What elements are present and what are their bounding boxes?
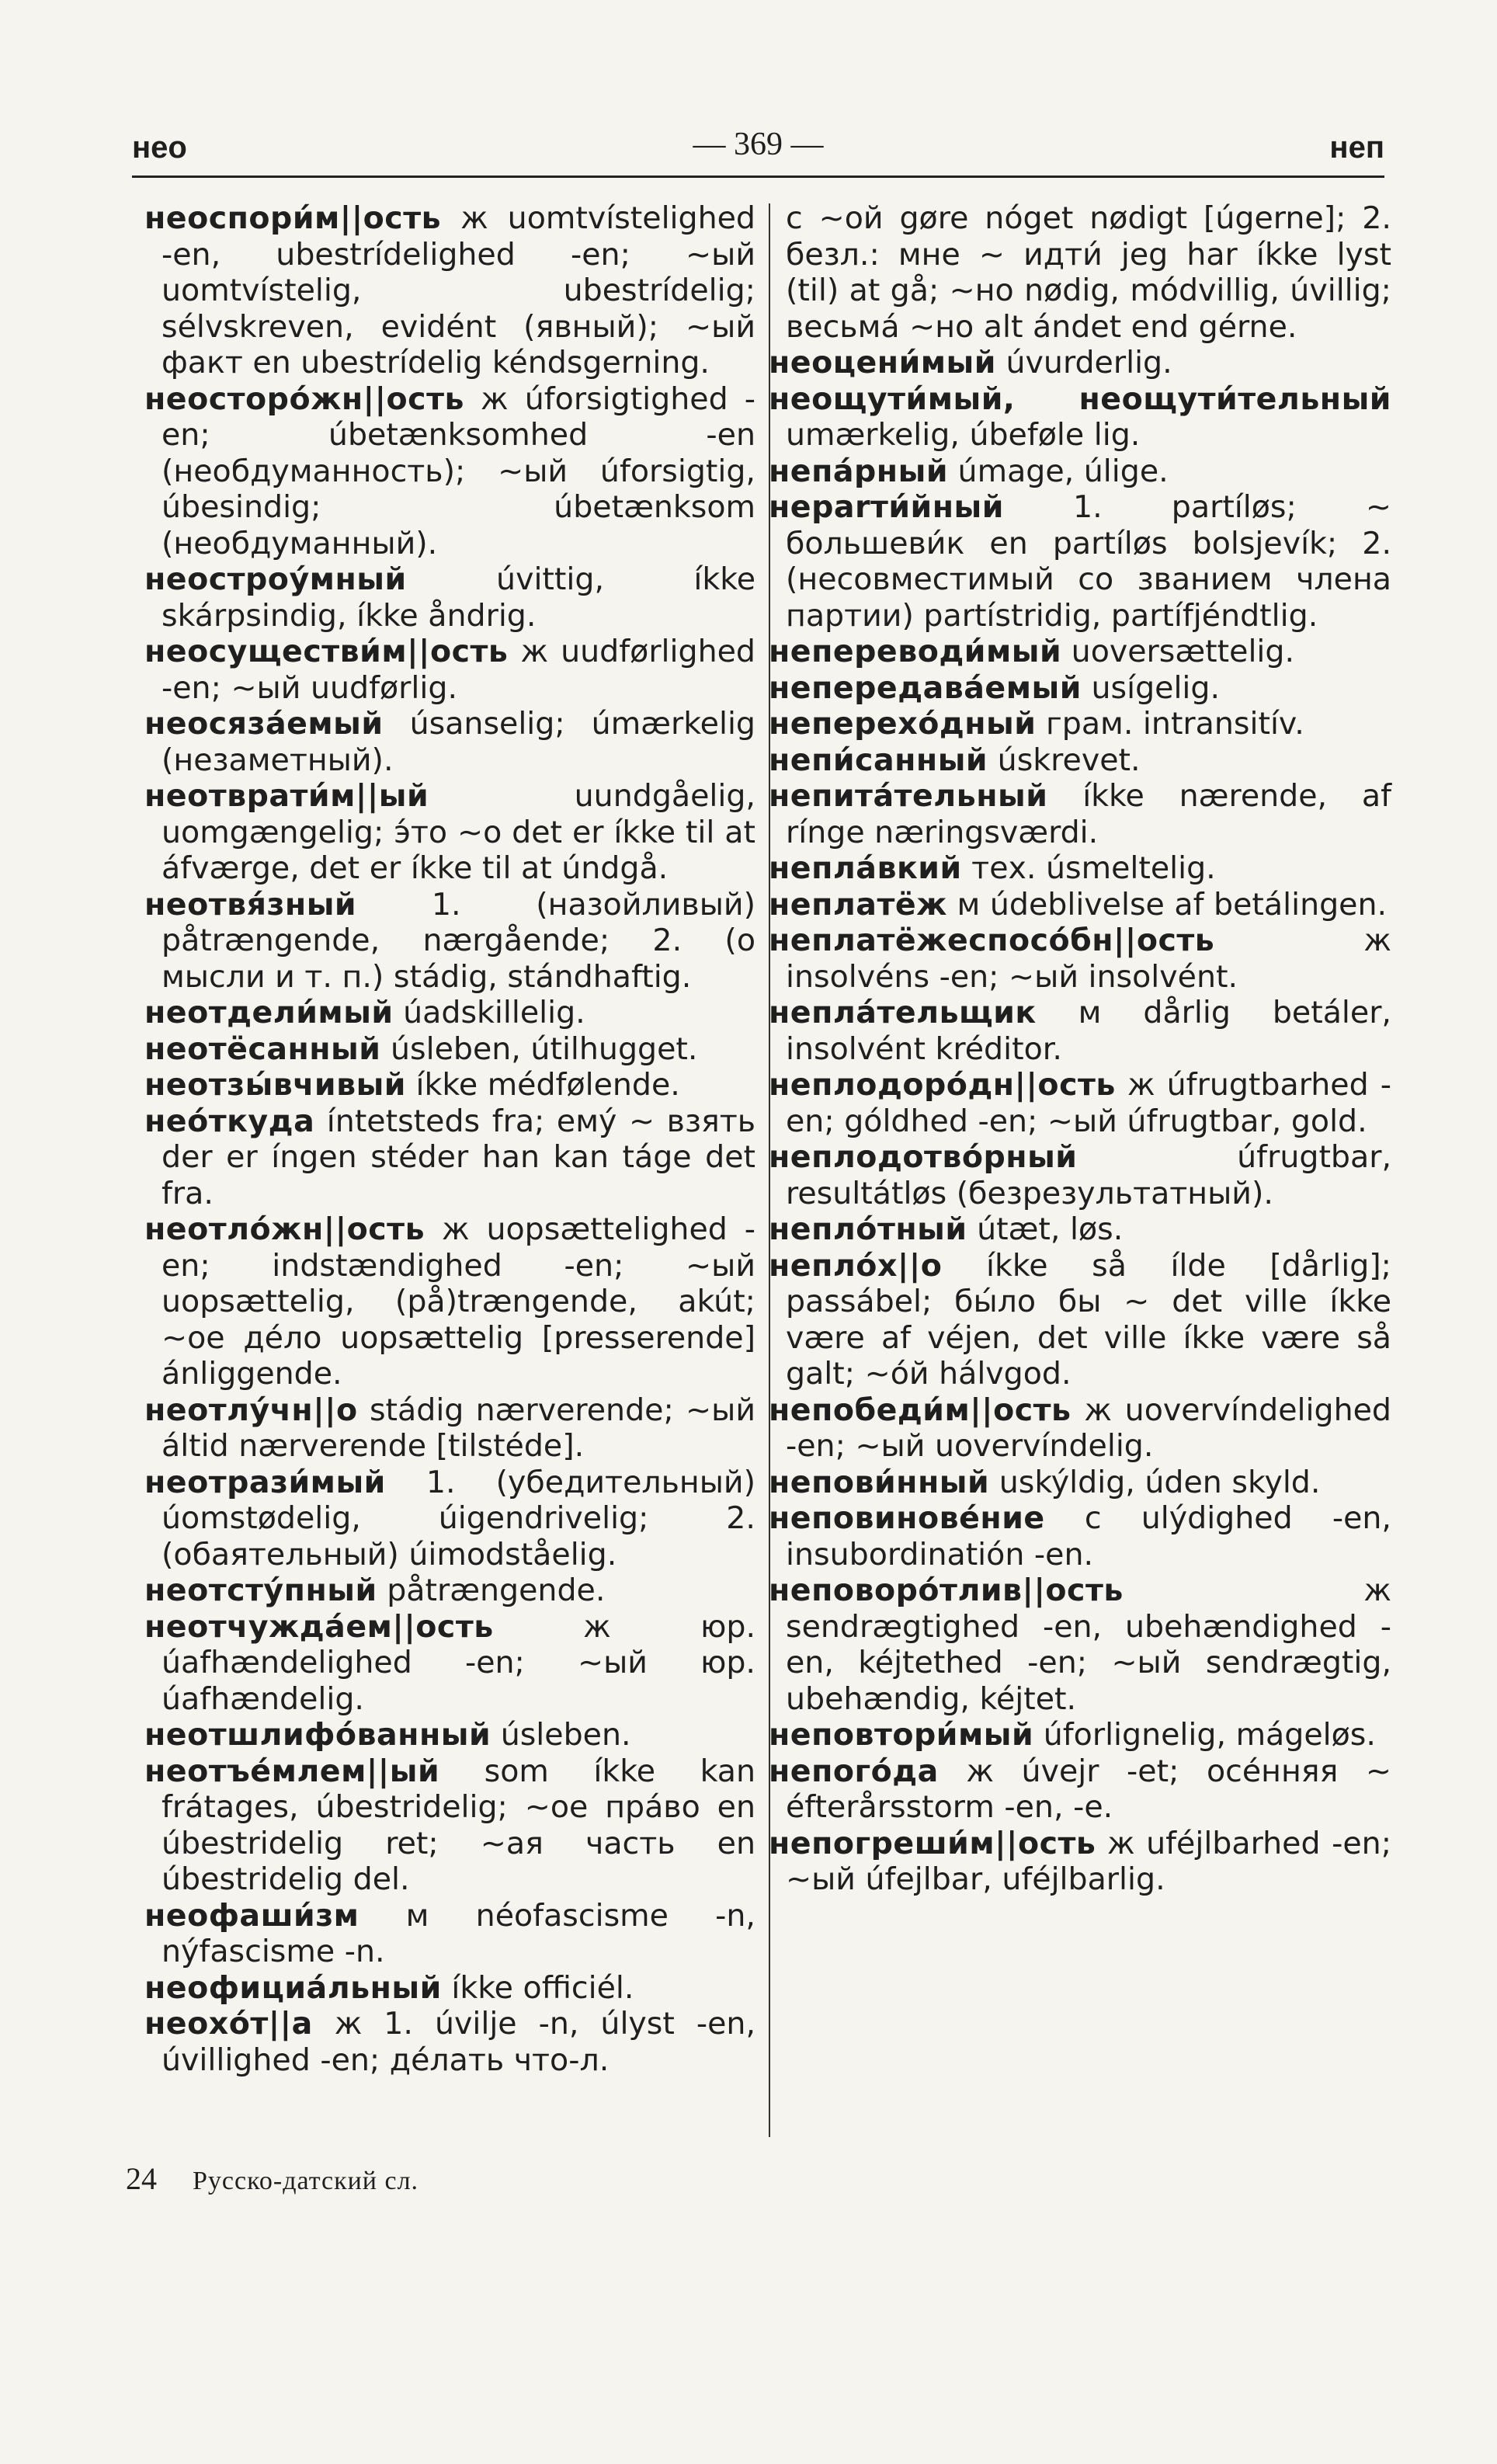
entry-definition: ж insolvéns -en; ~ый insolvént. [786, 923, 1391, 995]
entry-definition: тех. úsmeltelig. [961, 850, 1216, 886]
signature-title: Русско-датский сл. [193, 2167, 419, 2195]
dictionary-entry [144, 1753, 755, 1898]
entry-definition: ж úvejr -et; осе́нняя ~ éfterårsstorm -en, -e. [786, 1753, 1391, 1825]
entry-headword: неперехо́дный [769, 706, 1037, 742]
entry-headword: нео́ткуда [144, 1103, 315, 1139]
entry-definition: úforlignelig, mágeløs. [1033, 1717, 1376, 1753]
dictionary-entry [144, 1392, 755, 1465]
dictionary-entry [769, 1500, 1391, 1573]
dictionary-entry [769, 850, 1391, 887]
entry-definition: ж юр. úafhændelighed -en; ~ый юр. úafhændelig. [162, 1608, 755, 1717]
entry-headword: неотрази́мый [144, 1464, 386, 1500]
dictionary-entry [144, 1103, 755, 1212]
entry-headword: неосуществи́м||ость [144, 634, 509, 669]
dictionary-entry [769, 887, 1391, 923]
entry-headword: неощути́мый, неощути́тельный [769, 381, 1391, 417]
entry-headword: неплодоро́дн||ость [769, 1067, 1116, 1103]
entry-definition: útæt, løs. [967, 1211, 1124, 1247]
entry-headword: непа́рный [769, 453, 948, 489]
entry-headword: неоцени́мый [769, 345, 996, 381]
entry-headword: неparти́йный [769, 489, 1004, 525]
entry-headword: неофаши́зм [144, 1897, 359, 1934]
entry-definition: с ~ой gøre nóget nødigt [úgerne]; 2. безл.: мне ~ идти́ jeg har íkke lyst (til) at gå; ~но nødig, módvillig, úvillig; весьма́ ~но alt ándet end gérne. [786, 200, 1391, 345]
header-rule [132, 176, 1384, 178]
entry-headword: неотдели́мый [144, 995, 394, 1030]
dictionary-entry [769, 1465, 1391, 1501]
entry-definition: м údeblivelse af betálingen. [946, 886, 1388, 923]
dictionary-entry [144, 1970, 755, 2007]
entry-headword: неотзы́вчивый [144, 1067, 406, 1103]
dictionary-entry [144, 778, 755, 887]
entry-definition: м néofascisme -n, nýfascisme -n. [162, 1897, 755, 1969]
entry-definition: íkke nærende, af ríngе næringsværdi. [786, 778, 1391, 850]
dictionary-entry [769, 381, 1391, 454]
dictionary-entry [769, 1826, 1391, 1898]
entry-definition: м dårlig betáler, insolvént kréditor. [786, 995, 1391, 1067]
entry-headword: непобеди́м||ость [769, 1392, 1072, 1428]
dictionary-entry [769, 454, 1391, 490]
dictionary-entry [769, 345, 1391, 381]
entry-headword: непло́тный [769, 1211, 967, 1247]
entry-definition: ж uudførlighed -en; ~ый uudførlig. [162, 634, 755, 706]
dictionary-entry [769, 1139, 1391, 1211]
signature-number: 24 [126, 2161, 157, 2196]
dictionary-entry [144, 706, 755, 778]
entry-definition: úsleben, útilhugget. [380, 1030, 698, 1067]
page-footer [126, 2160, 419, 2197]
entry-headword: непереводи́мый [769, 634, 1062, 669]
entry-definition: ж uféjlbarhed -en; ~ый úfejlbar, uféjlbarlig. [786, 1825, 1391, 1897]
entry-definition: uoversættelig. [1061, 634, 1295, 669]
entry-definition: som íkke kan frátages, úbestridelig; ~ое пра́во en úbestridelig ret; ~ая часть en úbestridelig del. [162, 1753, 755, 1897]
dictionary-entry [769, 778, 1391, 850]
dictionary-entry [144, 1898, 755, 1970]
entry-definition: úskrevet. [988, 742, 1141, 778]
entry-headword: неотлу́чн||о [144, 1392, 358, 1428]
dictionary-entry [144, 1067, 755, 1103]
dictionary-entry [769, 1211, 1391, 1248]
entry-headword: неотврати́м||ый [144, 778, 429, 814]
dictionary-entry [769, 1573, 1391, 1717]
dictionary-entry [769, 995, 1391, 1067]
entry-headword: неотсту́пный [144, 1573, 377, 1608]
entry-headword: непередава́емый [769, 669, 1082, 706]
entry-definition: úfrugtbar, resultátløs (безрезультатный). [786, 1139, 1391, 1211]
entry-headword: неповоро́тлив||ость [769, 1573, 1124, 1608]
dictionary-entry [769, 1392, 1391, 1465]
entry-definition: íkke officiél. [441, 1969, 634, 2006]
dictionary-entry [769, 200, 1391, 345]
entry-definition: грам. intransitív. [1036, 706, 1304, 742]
entry-definition: umærkelig, úbeføle lig. [786, 417, 1141, 453]
dictionary-entry [144, 1031, 755, 1068]
entry-definition: 1. (назойливый) påtrængende, nærgående; 2. (о мысли и т. п.) stádig, stándhaftig. [162, 886, 755, 995]
entry-definition: uundgåelig, uomgængelig; э́то ~о det er íkke til at áfværge, det er íkke til at úndgå. [162, 778, 755, 886]
page-number: — 369 — [693, 127, 824, 162]
page-header [132, 127, 1384, 177]
dictionary-entry [769, 670, 1391, 707]
entry-definition: 1. partíløs; ~ большеви́к en partíløs bolsjevík; 2. (несовместимый со званием члена партии) partístridig, partífjéndtlig. [786, 489, 1391, 634]
dictionary-entry [769, 742, 1391, 779]
entry-headword: неотчужда́ем||ость [144, 1608, 494, 1645]
entry-headword: непло́х||о [769, 1247, 943, 1284]
entry-definition: uskýldig, úden skyld. [989, 1464, 1321, 1500]
entry-headword: неотёсанный [144, 1030, 381, 1067]
entry-definition: úsanselig; úmærkelig (незаметный). [162, 706, 755, 778]
entry-definition: ж úfrugtbarhed -en; góldhed -en; ~ый úfrugtbar, gold. [786, 1067, 1391, 1139]
entry-definition: stádig nærverende; ~ый áltid nærverende [tilstéde]. [162, 1392, 755, 1464]
entry-headword: неофициа́льный [144, 1969, 442, 2006]
entry-definition: úadskillelig. [393, 995, 585, 1030]
dictionary-entry [144, 1717, 755, 1753]
entry-headword: непла́вкий [769, 850, 962, 886]
dictionary-entry [144, 381, 755, 562]
dictionary-entry [769, 1753, 1391, 1826]
entry-headword: неплатёж [769, 886, 947, 923]
entry-definition: ж 1. úvilje -n, úlyst -en, úvillighed -en; де́лать что-л. [162, 2006, 755, 2078]
dictionary-entry [144, 200, 755, 381]
right-column [769, 200, 1391, 1898]
entry-headword: непови́нный [769, 1464, 990, 1500]
entry-headword: неоспори́м||ость [144, 200, 442, 236]
header-left-guideword: нео [132, 130, 187, 165]
dictionary-entry [144, 634, 755, 706]
dictionary-entry [144, 1211, 755, 1392]
entry-headword: непита́тельный [769, 778, 1048, 814]
dictionary-entry [769, 489, 1391, 634]
dictionary-entry [144, 1573, 755, 1609]
entry-definition: ж úforsigtighed -en; úbetænksomhed -en (необдуманность); ~ый úforsigtig, úbesindig; úbetænksom (необдуманный). [162, 381, 755, 561]
entry-headword: непла́тельщик [769, 995, 1037, 1030]
dictionary-entry [144, 995, 755, 1031]
entry-definition: úvittig, íkke skárpsindig, íkke åndrig. [162, 561, 755, 634]
entry-headword: неотшлифо́ванный [144, 1717, 491, 1753]
entry-headword: неплодотво́рный [769, 1139, 1078, 1175]
dictionary-entry [144, 1609, 755, 1718]
header-right-guideword: неп [1329, 130, 1384, 165]
entry-headword: непи́санный [769, 742, 988, 778]
entry-headword: неотъе́млем||ый [144, 1753, 440, 1789]
entry-headword: неотвя́зный [144, 886, 357, 923]
dictionary-entry [769, 1067, 1391, 1139]
entry-headword: непого́да [769, 1753, 939, 1789]
entry-definition: úmage, úlige. [948, 453, 1169, 489]
entry-definition: 1. (убедительный) úomstødelig, úigendrivelig; 2. (обаятельный) úimodståelig. [162, 1464, 755, 1573]
entry-definition: påtrængende. [377, 1573, 606, 1608]
dictionary-entry [769, 1717, 1391, 1753]
entry-definition: úvurderlig. [995, 345, 1172, 381]
dictionary-entry [769, 1248, 1391, 1392]
dictionary-entry [144, 887, 755, 996]
dictionary-entry [144, 561, 755, 634]
entry-headword: неосяза́емый [144, 706, 384, 742]
entry-definition: íntetsteds fra; ему́ ~ взять der er íngen stéder han kan táge det fra. [162, 1103, 755, 1211]
entry-headword: неохо́т||а [144, 2006, 313, 2042]
dictionary-entry [769, 634, 1391, 670]
entry-headword: неповинове́ние [769, 1500, 1045, 1536]
entry-headword: непогреши́м||ость [769, 1825, 1096, 1861]
left-column [144, 200, 755, 2078]
entry-definition: usígelig. [1081, 669, 1221, 706]
entry-definition: ж uovervíndelighed -en; ~ый uovervíndelig. [786, 1392, 1391, 1464]
entry-definition: íkke så ílde [dårlig]; passábel; бы́ло бы ~ det ville íkke være af véjen, det ville íkke være så galt; ~о́й hálvgod. [786, 1247, 1391, 1392]
entry-definition: с ulýdighed -en, insubordinatión -en. [786, 1500, 1391, 1573]
entry-definition: íkke médfølende. [405, 1067, 680, 1103]
entry-definition: úsleben. [491, 1717, 631, 1753]
entry-definition: ж uomtvístelighed -en, ubestrídelighed -en; ~ый uomtvístelig, ubestrídelig; sélvskreven, evidént (явный); ~ый факт en ubestrídelig kéndsgerning. [162, 200, 755, 381]
dictionary-entry [144, 2006, 755, 2078]
entry-headword: неостроу́мный [144, 561, 407, 597]
dictionary-entry [769, 923, 1391, 995]
entry-headword: неосторо́жн||ость [144, 381, 464, 417]
entry-definition: ж sendrægtighed -en, ubehændighed -en, kéjtethed -en; ~ый sendrægtig, ubehændig, kéjtet. [786, 1573, 1391, 1717]
entry-headword: неплатёжеспосо́бн||ость [769, 923, 1215, 958]
entry-headword: неповтори́мый [769, 1717, 1034, 1753]
dictionary-entry [769, 706, 1391, 742]
entry-definition: ж uopsættelighed -en; indstændighed -en; ~ый uopsættelig, (på)trængende, akút; ~ое де́ло uopsættelig [presserende] ánliggende. [162, 1211, 755, 1392]
dictionary-entry [144, 1465, 755, 1573]
entry-headword: неотло́жн||ость [144, 1211, 425, 1247]
